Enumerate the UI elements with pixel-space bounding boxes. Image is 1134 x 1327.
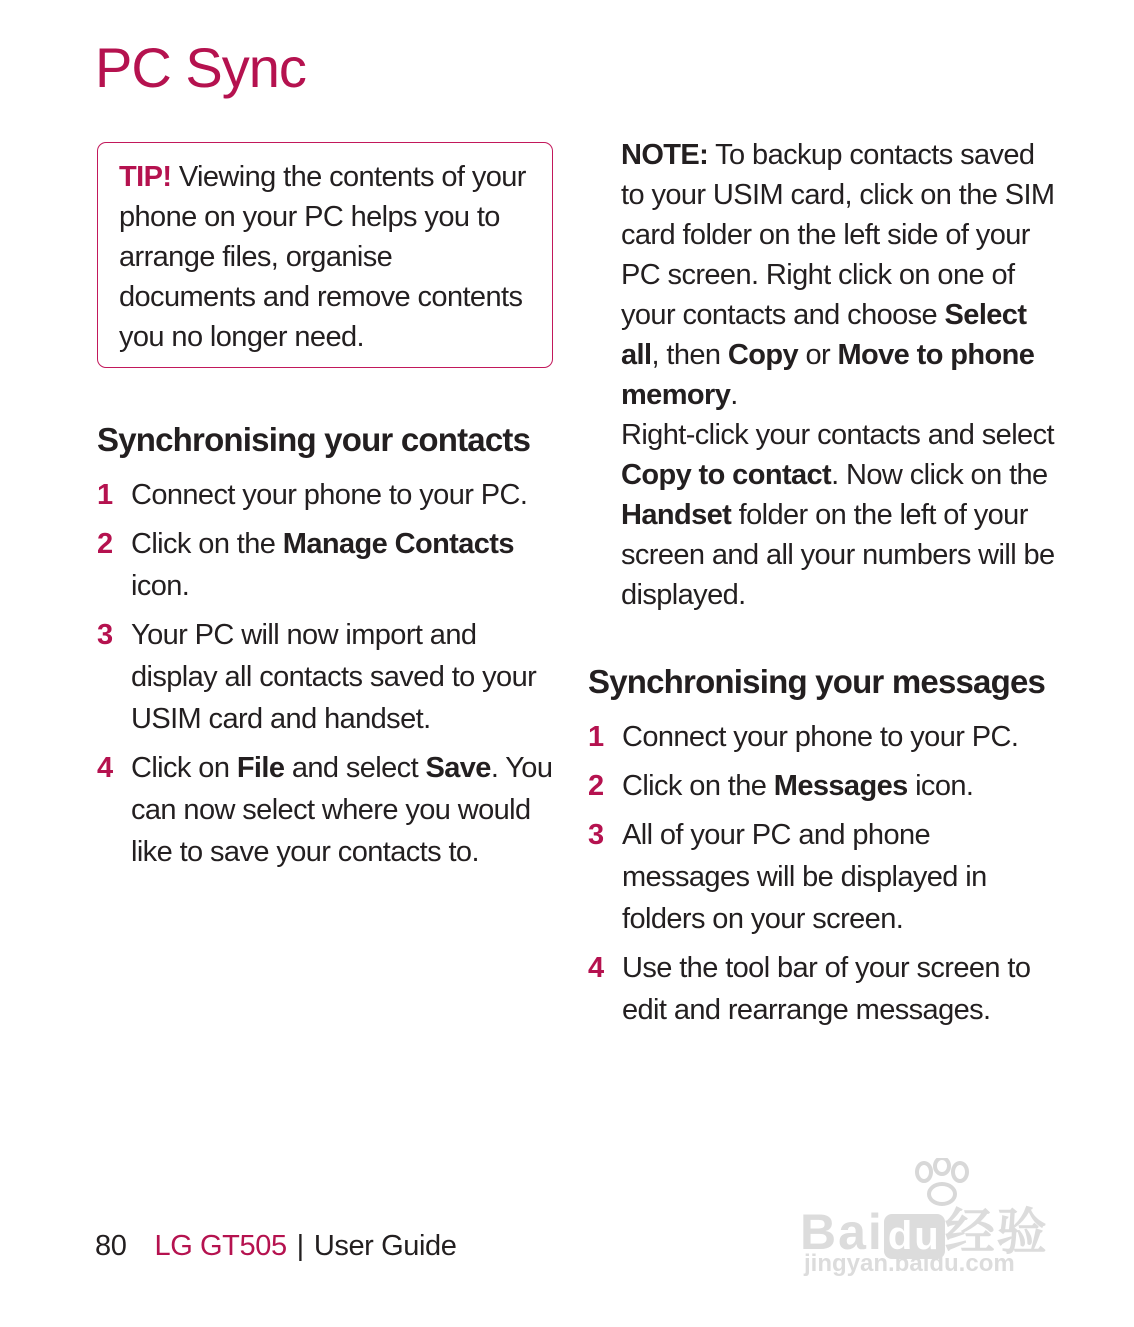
step-text	[131, 747, 557, 873]
text-run: , then	[651, 339, 728, 371]
text-run: or	[797, 339, 838, 371]
text-run: Connect your phone to your PC.	[131, 479, 528, 511]
text-run: and select	[284, 752, 426, 784]
footer-brand: LG GT505	[154, 1230, 287, 1262]
list-item	[588, 716, 1058, 758]
bold-term: Save	[425, 752, 491, 784]
step-number: 4	[588, 952, 604, 984]
contacts-heading: Synchronising your contacts	[97, 421, 531, 458]
bold-term: Messages	[773, 770, 908, 802]
contacts-section	[97, 418, 557, 880]
text-run: Connect your phone to your PC.	[622, 721, 1019, 753]
text-run: To backup contacts saved to your USIM card, click on the SIM card folder on the left side of your PC screen. Right click on one of your contacts and choose	[621, 139, 1055, 331]
watermark-text: Bai	[800, 1204, 884, 1260]
text-run: . You can now select where you would like to save your contacts to.	[131, 752, 553, 868]
step-text	[131, 614, 557, 740]
step-number: 4	[97, 752, 113, 784]
text-run: All of your PC and phone messages will be displayed in folders on your screen.	[622, 819, 987, 935]
watermark-url: jingyan.baidu.com	[804, 1250, 1015, 1277]
list-item	[588, 814, 1058, 940]
baidu-watermark	[800, 1158, 1068, 1288]
list-item	[588, 947, 1058, 1031]
note-label: NOTE:	[621, 139, 709, 171]
step-number: 2	[588, 770, 604, 802]
step-number: 1	[588, 721, 604, 753]
messages-section	[588, 660, 1058, 1031]
step-text	[622, 716, 1058, 758]
step-number: 1	[97, 479, 113, 511]
text-run: .	[730, 379, 738, 411]
list-item	[97, 474, 557, 516]
watermark-cn: 经验	[944, 1204, 1049, 1260]
text-run: folder on the left of your screen and all your numbers will be displayed.	[621, 499, 1055, 611]
bold-term: Manage Contacts	[282, 528, 514, 560]
tip-label: TIP!	[119, 161, 172, 193]
step-text	[131, 523, 557, 607]
bold-term: Select all	[621, 299, 1027, 371]
right-column	[588, 135, 1058, 1038]
footer-guide: User Guide	[313, 1230, 457, 1262]
tip-text: Viewing the contents of your phone on your PC helps you to arrange files, organise documents and remove contents you no longer need.	[119, 161, 526, 353]
list-item	[588, 765, 1058, 807]
page-title: PC Sync	[95, 36, 306, 99]
bold-term: Copy	[727, 339, 798, 371]
bold-term: Copy to contact	[621, 459, 832, 491]
list-item	[97, 614, 557, 740]
page-number: 80	[95, 1230, 127, 1262]
text-run: Click on	[131, 752, 237, 784]
step-number: 3	[588, 819, 604, 851]
text-run: Right-click your contacts and select	[621, 419, 1054, 451]
note-paragraph-2	[621, 415, 1058, 615]
tip-box	[97, 142, 553, 368]
text-run: icon.	[907, 770, 974, 802]
watermark-du: du	[884, 1214, 945, 1259]
text-run: icon.	[131, 570, 190, 602]
footer-separator: |	[296, 1230, 304, 1262]
step-text	[622, 765, 1058, 807]
contacts-steps	[97, 474, 557, 873]
list-item	[97, 523, 557, 607]
note-paragraph	[621, 135, 1058, 415]
step-text	[131, 474, 557, 516]
list-item	[97, 747, 557, 873]
messages-heading: Synchronising your messages	[588, 663, 1046, 700]
text-run: Your PC will now import and display all contacts saved to your USIM card and handset.	[131, 619, 537, 735]
bold-term: Move to phone memory	[621, 339, 1035, 411]
step-number: 3	[97, 619, 113, 651]
step-text	[622, 814, 1058, 940]
text-run: Use the tool bar of your screen to edit and rearrange messages.	[622, 952, 1031, 1026]
step-number: 2	[97, 528, 113, 560]
bold-term: Handset	[621, 499, 732, 531]
messages-steps	[588, 716, 1058, 1031]
bold-term: File	[236, 752, 285, 784]
step-text	[622, 947, 1058, 1031]
text-run: . Now click on the	[831, 459, 1048, 491]
text-run: Click on the	[622, 770, 774, 802]
page-footer	[95, 1230, 456, 1263]
text-run: Click on the	[131, 528, 283, 560]
